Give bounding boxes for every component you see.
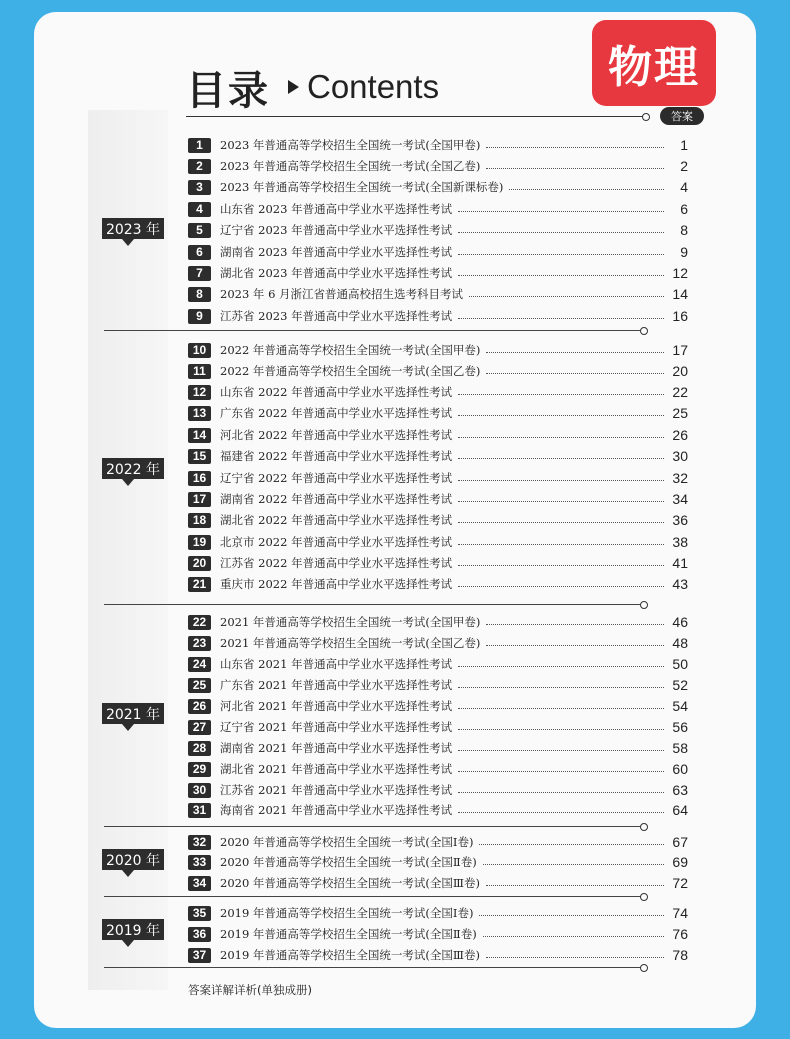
entry-page: 4 [680,179,688,195]
entry-page: 32 [672,470,688,486]
entry-title: 2023 年 6 月浙江省普通高校招生选考科目考试 [220,287,464,301]
section-divider [104,967,644,968]
divider-dot-icon [640,601,648,609]
dot-leader [479,915,664,916]
entry-page: 22 [672,384,688,400]
entry-number: 3 [188,180,211,195]
dot-leader [458,415,664,416]
dot-leader [458,232,664,233]
toc-entry[interactable] [188,739,688,757]
entry-number: 25 [188,678,211,693]
toc-entry[interactable] [188,801,688,819]
page-title [186,62,439,112]
entry-title: 2019 年普通高等学校招生全国统一考试(全国Ⅱ卷) [220,927,477,941]
dot-leader [458,437,664,438]
entry-number: 5 [188,223,211,238]
section-divider [104,896,644,897]
year-label [102,458,164,479]
title-english: Contents [307,68,440,105]
entry-page: 58 [672,740,688,756]
entry-page: 56 [672,719,688,735]
dot-leader [486,147,664,148]
entry-title: 福建省 2022 年普通高中学业水平选择性考试 [220,449,453,463]
entry-title: 湖南省 2022 年普通高中学业水平选择性考试 [220,492,453,506]
entry-title: 广东省 2021 年普通高中学业水平选择性考试 [220,678,453,692]
entry-page: 54 [672,698,688,714]
entry-title: 2021 年普通高等学校招生全国统一考试(全国甲卷) [220,615,481,629]
dot-leader [458,565,664,566]
entry-page: 78 [672,947,688,963]
entry-page: 25 [672,405,688,421]
entry-title: 山东省 2021 年普通高中学业水平选择性考试 [220,657,453,671]
entry-number: 1 [188,138,211,153]
toc-entry[interactable] [188,718,688,736]
entry-page: 34 [672,491,688,507]
divider-dot-icon [640,893,648,901]
entry-number: 11 [188,364,211,379]
entry-title: 2023 年普通高等学校招生全国统一考试(全国乙卷) [220,159,481,173]
entry-title: 辽宁省 2021 年普通高中学业水平选择性考试 [220,720,453,734]
entry-page: 46 [672,614,688,630]
entry-number: 2 [188,159,211,174]
toc-entry[interactable] [188,575,688,593]
toc-entry[interactable] [188,362,688,380]
entry-title: 2023 年普通高等学校招生全国统一考试(全国甲卷) [220,138,481,152]
entry-number: 21 [188,577,211,592]
label-pointer-icon [122,479,134,486]
toc-entry[interactable] [188,634,688,652]
toc-entry[interactable] [188,307,688,325]
entry-page: 63 [672,782,688,798]
entry-page: 36 [672,512,688,528]
entry-number: 33 [188,855,211,870]
dot-leader [458,394,664,395]
entry-title: 重庆市 2022 年普通高中学业水平选择性考试 [220,577,453,591]
dot-leader [486,645,664,646]
dot-leader [486,352,664,353]
dot-leader [486,168,664,169]
entry-title: 湖北省 2022 年普通高中学业水平选择性考试 [220,513,453,527]
dot-leader [469,296,664,297]
toc-entry[interactable] [188,833,688,851]
toc-entry[interactable] [188,697,688,715]
dot-leader [458,771,664,772]
entry-number: 15 [188,449,211,464]
entry-title: 河北省 2022 年普通高中学业水平选择性考试 [220,428,453,442]
entry-number: 12 [188,385,211,400]
entry-page: 38 [672,534,688,550]
entry-title: 2022 年普通高等学校招生全国统一考试(全国甲卷) [220,343,481,357]
section-divider [104,330,644,331]
entry-number: 29 [188,762,211,777]
toc-entry[interactable] [188,925,688,943]
entry-title: 2019 年普通高等学校招生全国统一考试(全国Ⅲ卷) [220,948,480,962]
entry-title: 广东省 2022 年普通高中学业水平选择性考试 [220,406,453,420]
entry-page: 12 [672,265,688,281]
dot-leader [458,750,664,751]
entry-title: 北京市 2022 年普通高中学业水平选择性考试 [220,535,453,549]
entry-number: 8 [188,287,211,302]
entry-page: 48 [672,635,688,651]
entry-number: 10 [188,343,211,358]
entry-number: 20 [188,556,211,571]
toc-entry[interactable] [188,200,688,218]
dot-leader [486,957,664,958]
entry-number: 36 [188,927,211,942]
dot-leader [458,211,664,212]
dot-leader [458,318,664,319]
dot-leader [479,844,664,845]
year-label [102,218,164,239]
entry-title: 2019 年普通高等学校招生全国统一考试(全国Ⅰ卷) [220,906,474,920]
entry-title: 河北省 2021 年普通高中学业水平选择性考试 [220,699,453,713]
section-divider [104,604,644,605]
entry-number: 28 [188,741,211,756]
entry-page: 41 [672,555,688,571]
toc-entry[interactable] [188,490,688,508]
entry-page: 2 [680,158,688,174]
label-pointer-icon [122,724,134,731]
entry-page: 9 [680,244,688,260]
toc-entry[interactable] [188,136,688,154]
entry-number: 22 [188,615,211,630]
entry-title: 辽宁省 2023 年普通高中学业水平选择性考试 [220,223,453,237]
toc-entry[interactable] [188,554,688,572]
entry-page: 14 [672,286,688,302]
dot-leader [486,624,664,625]
year-text: 2021 年 [105,706,161,723]
dot-leader [486,373,664,374]
entry-title: 海南省 2021 年普通高中学业水平选择性考试 [220,803,453,817]
divider-dot-icon [640,823,648,831]
entry-page: 16 [672,308,688,324]
divider-dot-icon [640,327,648,335]
dot-leader [458,708,664,709]
entry-number: 14 [188,428,211,443]
entry-number: 16 [188,471,211,486]
dot-leader [483,936,664,937]
dot-leader [509,189,664,190]
entry-number: 9 [188,309,211,324]
entry-page: 26 [672,427,688,443]
year-label [102,849,164,870]
toc-entry[interactable] [188,341,688,359]
toc-entry[interactable] [188,157,688,175]
dot-leader [486,885,664,886]
entry-page: 43 [672,576,688,592]
entry-page: 17 [672,342,688,358]
dot-leader [458,275,664,276]
entry-number: 31 [188,803,211,818]
entry-page: 6 [680,201,688,217]
entry-title: 湖南省 2023 年普通高中学业水平选择性考试 [220,245,453,259]
entry-number: 17 [188,492,211,507]
year-text: 2023 年 [105,221,161,238]
dot-leader [458,729,664,730]
toc-entry[interactable] [188,655,688,673]
entry-title: 2020 年普通高等学校招生全国统一考试(全国Ⅱ卷) [220,855,477,869]
entry-title: 2023 年普通高等学校招生全国统一考试(全国新课标卷) [220,180,504,194]
dot-leader [458,522,664,523]
year-text: 2020 年 [105,852,161,869]
divider-dot-icon [642,113,650,121]
entry-number: 23 [188,636,211,651]
dot-leader [458,501,664,502]
year-label [102,919,164,940]
dot-leader [458,480,664,481]
dot-leader [483,864,664,865]
toc-entry[interactable] [188,533,688,551]
answer-tag: 答案 [660,107,704,125]
entry-page: 50 [672,656,688,672]
entry-number: 19 [188,535,211,550]
entry-number: 37 [188,948,211,963]
entry-page: 8 [680,222,688,238]
toc-entry[interactable] [188,676,688,694]
entry-page: 69 [672,854,688,870]
entry-number: 24 [188,657,211,672]
footer-note: 答案详解详析(单独成册) [188,983,312,997]
entry-number: 7 [188,266,211,281]
toc-entry[interactable] [188,426,688,444]
toc-entry[interactable] [188,264,688,282]
play-arrow-icon [288,80,299,94]
toc-entry[interactable] [188,874,688,892]
entry-number: 4 [188,202,211,217]
toc-entry[interactable] [188,904,688,922]
label-pointer-icon [122,870,134,877]
entry-title: 江苏省 2021 年普通高中学业水平选择性考试 [220,783,453,797]
toc-entry[interactable] [188,613,688,631]
year-text: 2022 年 [105,461,161,478]
entry-title: 江苏省 2022 年普通高中学业水平选择性考试 [220,556,453,570]
toc-entry[interactable] [188,178,688,196]
dot-leader [458,666,664,667]
entry-page: 52 [672,677,688,693]
toc-entry[interactable] [188,469,688,487]
entry-title: 湖南省 2021 年普通高中学业水平选择性考试 [220,741,453,755]
entry-page: 1 [680,137,688,153]
section-divider [104,826,644,827]
dot-leader [458,544,664,545]
label-pointer-icon [122,940,134,947]
label-pointer-icon [122,239,134,246]
entry-number: 26 [188,699,211,714]
entry-title: 2021 年普通高等学校招生全国统一考试(全国乙卷) [220,636,481,650]
subject-badge: 物理 [592,20,716,106]
toc-entry[interactable] [188,243,688,261]
entry-number: 6 [188,245,211,260]
dot-leader [458,586,664,587]
entry-title: 2020 年普通高等学校招生全国统一考试(全国Ⅲ卷) [220,876,480,890]
toc-entry[interactable] [188,221,688,239]
toc-entry[interactable] [188,285,688,303]
entry-page: 74 [672,905,688,921]
toc-entry[interactable] [188,781,688,799]
entry-number: 18 [188,513,211,528]
entry-number: 27 [188,720,211,735]
toc-entry[interactable] [188,511,688,529]
entry-page: 20 [672,363,688,379]
toc-entry[interactable] [188,760,688,778]
entry-page: 76 [672,926,688,942]
entry-number: 35 [188,906,211,921]
toc-entry[interactable] [188,946,688,964]
toc-entry[interactable] [188,447,688,465]
year-text: 2019 年 [105,922,161,939]
toc-entry[interactable] [188,404,688,422]
entry-title: 2020 年普通高等学校招生全国统一考试(全国Ⅰ卷) [220,835,474,849]
entry-title: 山东省 2023 年普通高中学业水平选择性考试 [220,202,453,216]
entry-number: 34 [188,876,211,891]
entry-page: 64 [672,802,688,818]
entry-page: 72 [672,875,688,891]
entry-page: 67 [672,834,688,850]
dot-leader [458,687,664,688]
entry-title: 山东省 2022 年普通高中学业水平选择性考试 [220,385,453,399]
dot-leader [458,458,664,459]
entry-page: 60 [672,761,688,777]
dot-leader [458,792,664,793]
dot-leader [458,812,664,813]
entry-title: 江苏省 2023 年普通高中学业水平选择性考试 [220,309,453,323]
title-divider [186,116,646,117]
entry-number: 30 [188,783,211,798]
divider-dot-icon [640,964,648,972]
year-label [102,703,164,724]
toc-entry[interactable] [188,383,688,401]
entry-number: 32 [188,835,211,850]
dot-leader [458,254,664,255]
entry-title: 辽宁省 2022 年普通高中学业水平选择性考试 [220,471,453,485]
entry-title: 湖北省 2021 年普通高中学业水平选择性考试 [220,762,453,776]
title-chinese: 目录 [186,67,270,114]
toc-entry[interactable] [188,853,688,871]
entry-title: 湖北省 2023 年普通高中学业水平选择性考试 [220,266,453,280]
entry-number: 13 [188,406,211,421]
entry-title: 2022 年普通高等学校招生全国统一考试(全国乙卷) [220,364,481,378]
entry-page: 30 [672,448,688,464]
